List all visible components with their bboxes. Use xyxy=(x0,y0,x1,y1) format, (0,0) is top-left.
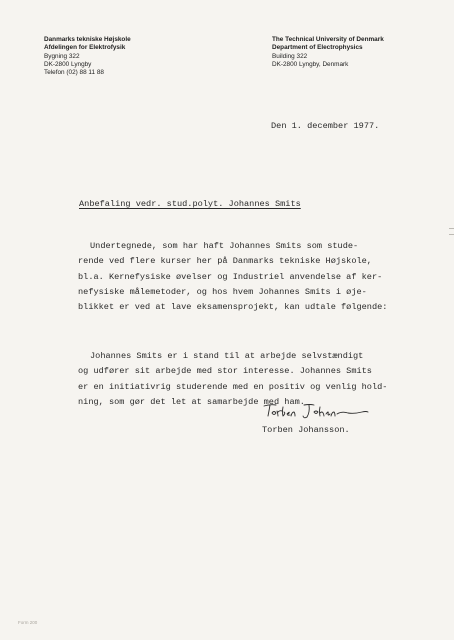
letterhead-institution-da: Danmarks tekniske Højskole xyxy=(44,36,131,43)
body-line: Johannes Smits er i stand til at arbejde selvstændigt xyxy=(90,351,364,361)
body-line: ning, som gør det let at samarbejde med ham. xyxy=(78,396,305,407)
letterhead-english xyxy=(272,36,384,69)
letterhead-city-en: DK-2800 Lyngby, Denmark xyxy=(272,60,349,68)
body-line: Undertegnede, som har haft Johannes Smits som stude- xyxy=(90,241,359,251)
letterhead-department-da: Afdelingen for Elektrofysik xyxy=(44,44,126,52)
signatory-name: Torben Johansson. xyxy=(262,425,350,435)
body-line: nefysiske målemetoder, og hos hvem Johannes Smits i øje- xyxy=(78,286,367,297)
punch-mark xyxy=(449,228,454,229)
body-paragraph-1 xyxy=(78,239,420,315)
letterhead-institution-en: The Technical University of Denmark xyxy=(272,36,384,43)
letter-subject: Anbefaling vedr. stud.polyt. Johannes Smits xyxy=(79,199,301,209)
body-line: rende ved flere kurser her på Danmarks tekniske Højskole, xyxy=(78,256,372,267)
form-code: Form 200 xyxy=(18,620,38,625)
letterhead-city-da: DK-2800 Lyngby xyxy=(44,60,92,68)
body-line: og udfører sit arbejde med stor interesse. Johannes Smits xyxy=(78,366,372,377)
body-line: bl.a. Kernefysiske øvelser og Industriel anvendelse af ker- xyxy=(78,271,383,282)
letterhead-danish xyxy=(44,36,131,77)
punch-mark xyxy=(449,234,454,235)
letterhead-building-da: Bygning 322 xyxy=(44,52,80,60)
letterhead-phone-da: Telefon (02) 88 11 88 xyxy=(44,69,104,77)
handwritten-signature xyxy=(262,400,372,422)
body-line: er en initiativrig studerende med en positiv og venlig hold- xyxy=(78,381,388,392)
letterhead-department-en: Department of Electrophysics xyxy=(272,44,363,52)
body-line: blikket er ved at lave eksamensprojekt, kan udtale følgende: xyxy=(78,302,388,313)
letterhead-building-en: Building 322 xyxy=(272,52,308,60)
letter-date: Den 1. december 1977. xyxy=(271,121,380,131)
